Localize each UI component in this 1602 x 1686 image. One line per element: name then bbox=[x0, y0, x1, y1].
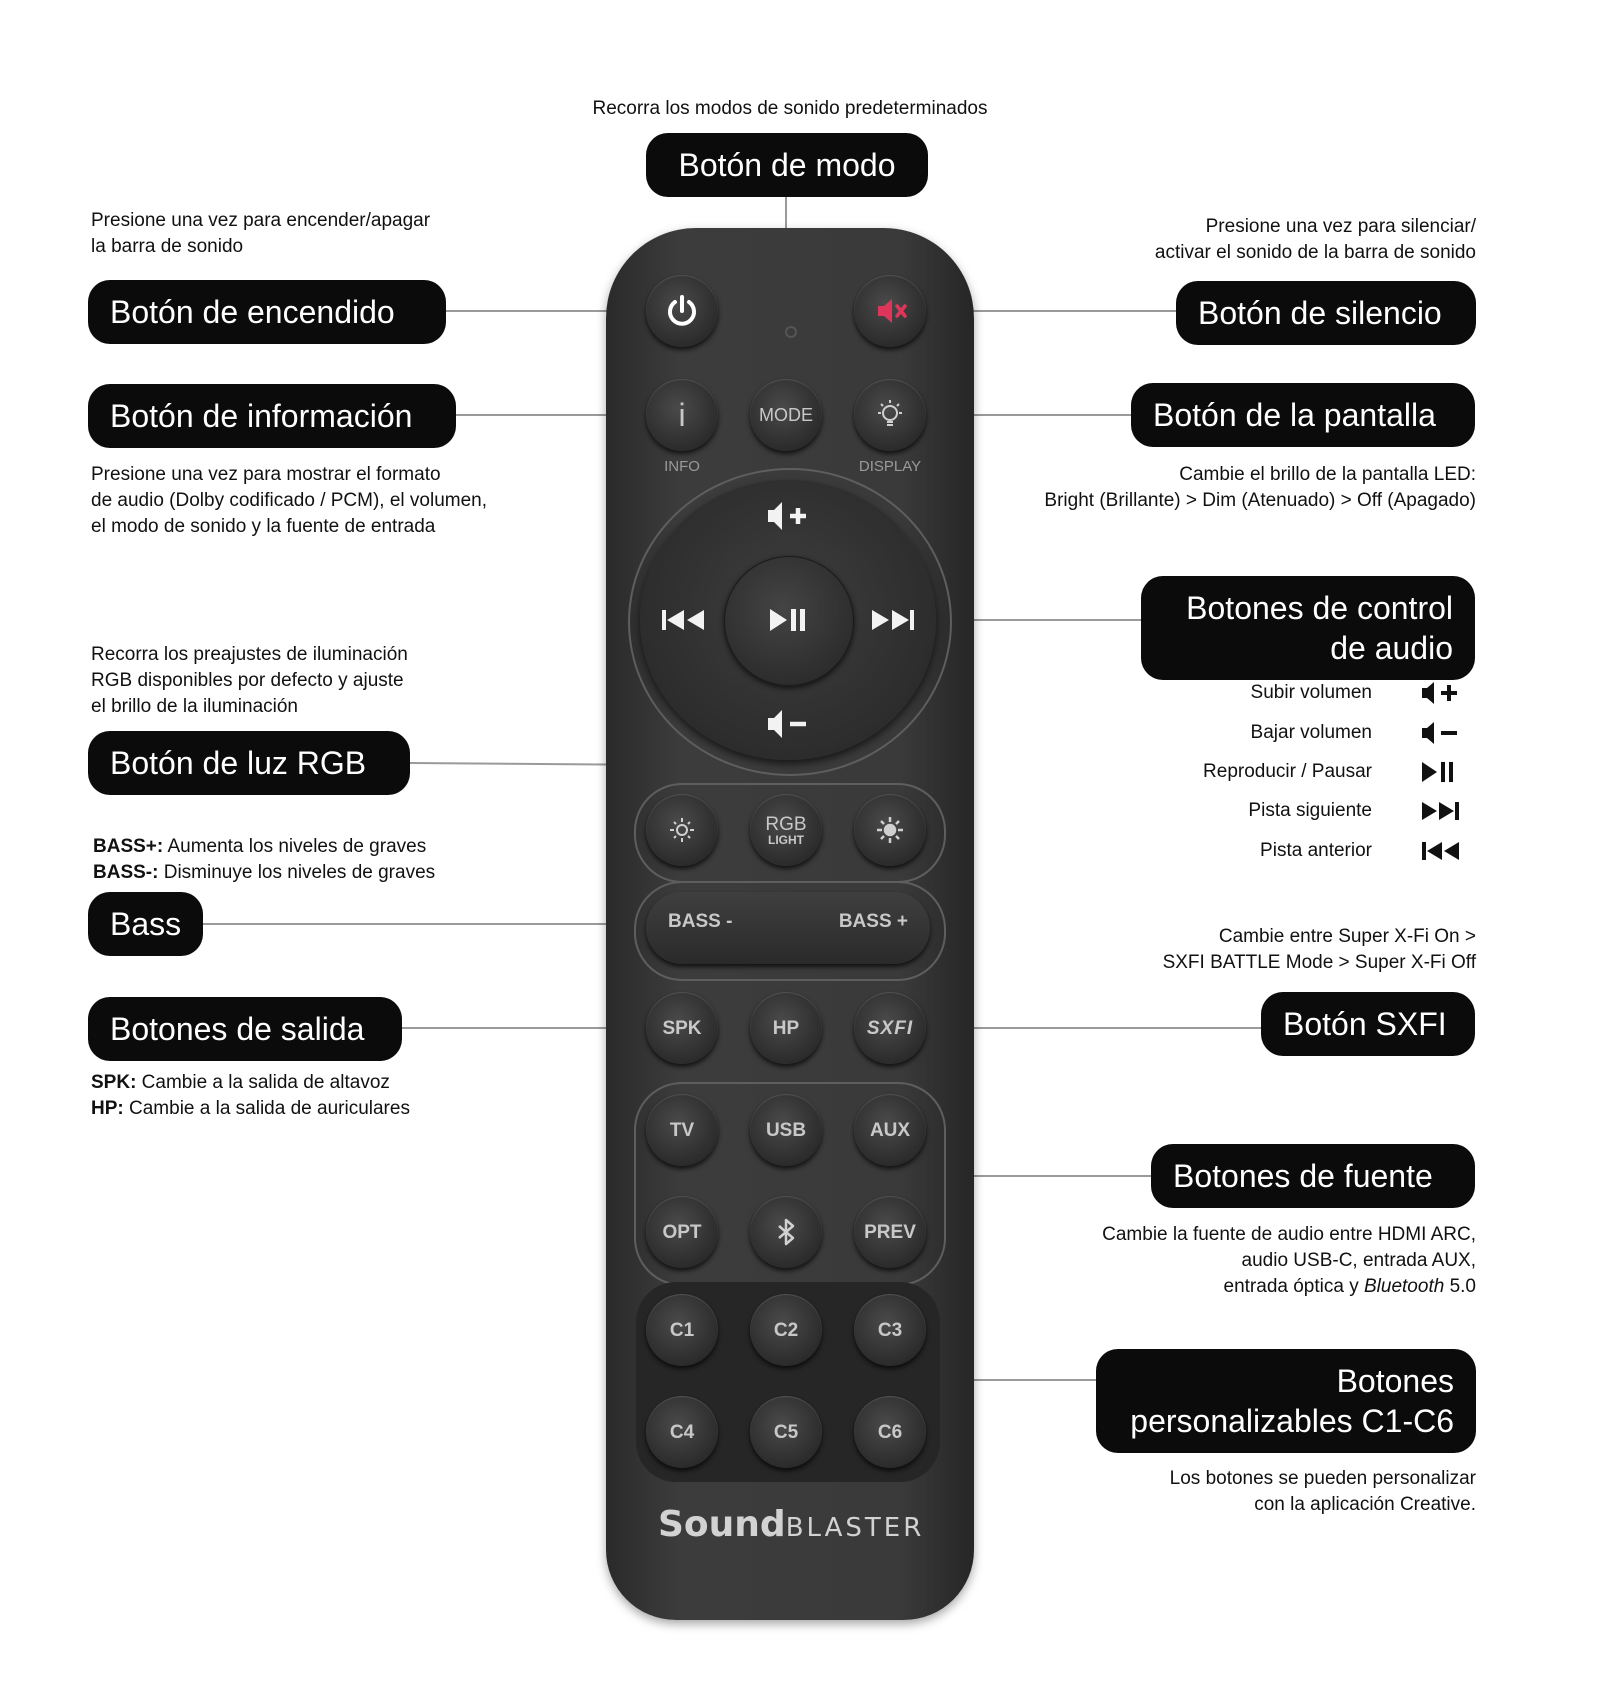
mode-description: Recorra los modos de sonido predeterminados bbox=[592, 98, 988, 119]
power-button[interactable] bbox=[646, 275, 718, 347]
power-icon bbox=[662, 291, 702, 331]
brightness-icon bbox=[662, 810, 702, 850]
aux-button[interactable]: AUX bbox=[854, 1094, 926, 1166]
next-track-icon bbox=[1420, 797, 1464, 825]
opt-button[interactable]: OPT bbox=[646, 1196, 718, 1268]
bass-minus-button[interactable]: BASS - bbox=[668, 911, 733, 932]
status-led bbox=[785, 326, 797, 338]
rgb-brightness-up-button[interactable] bbox=[854, 794, 926, 866]
light-label: LIGHT bbox=[768, 832, 804, 847]
output-description: SPK: Cambie a la salida de altavoz HP: Cambie a la salida de auriculares bbox=[91, 1072, 410, 1119]
legend-volume-up-label: Subir volumen bbox=[1250, 682, 1372, 703]
rgb-callout-title: Botón de luz RGB bbox=[88, 731, 410, 795]
bass-callout-title: Bass bbox=[88, 892, 203, 956]
display-description: Cambie el brillo de la pantalla LED: Bright (Brillante) > Dim (Atenuado) > Off (Apagado) bbox=[1044, 464, 1476, 511]
display-callout-title: Botón de la pantalla bbox=[1131, 383, 1475, 447]
rgb-brightness-down-button[interactable] bbox=[646, 794, 718, 866]
sxfi-callout-title: Botón SXFI bbox=[1261, 992, 1475, 1056]
mute-icon bbox=[870, 291, 910, 331]
output-callout-title: Botones de salida bbox=[88, 997, 402, 1061]
mute-button[interactable] bbox=[854, 275, 926, 347]
rgb-description: Recorra los preajustes de iluminación RGB disponibles por defecto y ajuste el brillo de la iluminación bbox=[91, 644, 408, 717]
volume-up-icon[interactable] bbox=[764, 496, 812, 536]
sxfi-description: Cambie entre Super X-Fi On > SXFI BATTLE Mode > Super X-Fi Off bbox=[1162, 926, 1476, 973]
legend-next-track-label: Pista siguiente bbox=[1248, 800, 1372, 821]
brightness-icon bbox=[870, 810, 910, 850]
volume-down-icon[interactable] bbox=[764, 704, 812, 744]
mode-callout-title: Botón de modo bbox=[646, 133, 928, 197]
display-label: DISPLAY bbox=[858, 458, 922, 475]
bass-plus-button[interactable]: BASS + bbox=[838, 911, 908, 932]
mode-button[interactable]: MODE bbox=[750, 379, 822, 451]
c2-button[interactable]: C2 bbox=[750, 1294, 822, 1366]
info-callout-title: Botón de información bbox=[88, 384, 456, 448]
play-pause-icon bbox=[764, 600, 812, 640]
bluetooth-button[interactable] bbox=[750, 1196, 822, 1268]
display-button[interactable] bbox=[854, 379, 926, 451]
previous-track-icon[interactable] bbox=[660, 600, 708, 640]
sound-blaster-logo: SoundBLASTER bbox=[658, 1504, 925, 1545]
c6-button[interactable]: C6 bbox=[854, 1396, 926, 1468]
rgb-label: RGB bbox=[765, 813, 807, 835]
usb-button[interactable]: USB bbox=[750, 1094, 822, 1166]
remote-control bbox=[606, 228, 974, 1620]
volume-up-icon bbox=[1420, 679, 1464, 707]
c5-button[interactable]: C5 bbox=[750, 1396, 822, 1468]
legend-previous-track-label: Pista anterior bbox=[1260, 840, 1372, 861]
prev-button[interactable]: PREV bbox=[854, 1196, 926, 1268]
info-button[interactable]: i bbox=[646, 379, 718, 451]
info-description: Presione una vez para mostrar el formato de audio (Dolby codificado / PCM), el volumen, el modo de sonido y la fuente de entrada bbox=[91, 464, 488, 537]
play-pause-icon bbox=[1420, 758, 1464, 786]
source-description: Cambie la fuente de audio entre HDMI ARC, audio USB-C, entrada AUX, entrada óptica y Bluetooth 5.0 bbox=[1102, 1224, 1476, 1297]
source-callout-title: Botones de fuente bbox=[1151, 1144, 1475, 1208]
next-track-icon[interactable] bbox=[868, 600, 916, 640]
audio-control-callout-title: Botones de control de audio bbox=[1141, 576, 1475, 680]
hp-button[interactable]: HP bbox=[750, 992, 822, 1064]
c3-button[interactable]: C3 bbox=[854, 1294, 926, 1366]
volume-down-icon bbox=[1420, 719, 1464, 747]
legend-play-pause-label: Reproducir / Pausar bbox=[1203, 761, 1372, 782]
c1-button[interactable]: C1 bbox=[646, 1294, 718, 1366]
bass-description: BASS+: Aumenta los niveles de graves BASS-: Disminuye los niveles de graves bbox=[93, 836, 436, 883]
custom-description: Los botones se pueden personalizar con la aplicación Creative. bbox=[1169, 1468, 1476, 1515]
mute-callout-title: Botón de silencio bbox=[1176, 281, 1476, 345]
tv-button[interactable]: TV bbox=[646, 1094, 718, 1166]
custom-callout-title: Botones personalizables C1-C6 bbox=[1096, 1349, 1476, 1453]
bass-rocker bbox=[646, 892, 930, 964]
previous-track-icon bbox=[1420, 837, 1464, 865]
legend-volume-down-label: Bajar volumen bbox=[1250, 722, 1372, 743]
info-label: INFO bbox=[664, 458, 700, 475]
sxfi-button[interactable]: SXFI bbox=[854, 992, 926, 1064]
power-description: Presione una vez para encender/apagar la barra de sonido bbox=[91, 210, 431, 257]
rgb-light-button[interactable] bbox=[750, 794, 822, 866]
power-callout-title: Botón de encendido bbox=[88, 280, 446, 344]
mute-description: Presione una vez para silenciar/ activar el sonido de la barra de sonido bbox=[1154, 216, 1476, 263]
spk-button[interactable]: SPK bbox=[646, 992, 718, 1064]
c4-button[interactable]: C4 bbox=[646, 1396, 718, 1468]
lightbulb-icon bbox=[870, 395, 910, 435]
bluetooth-icon bbox=[766, 1212, 806, 1252]
